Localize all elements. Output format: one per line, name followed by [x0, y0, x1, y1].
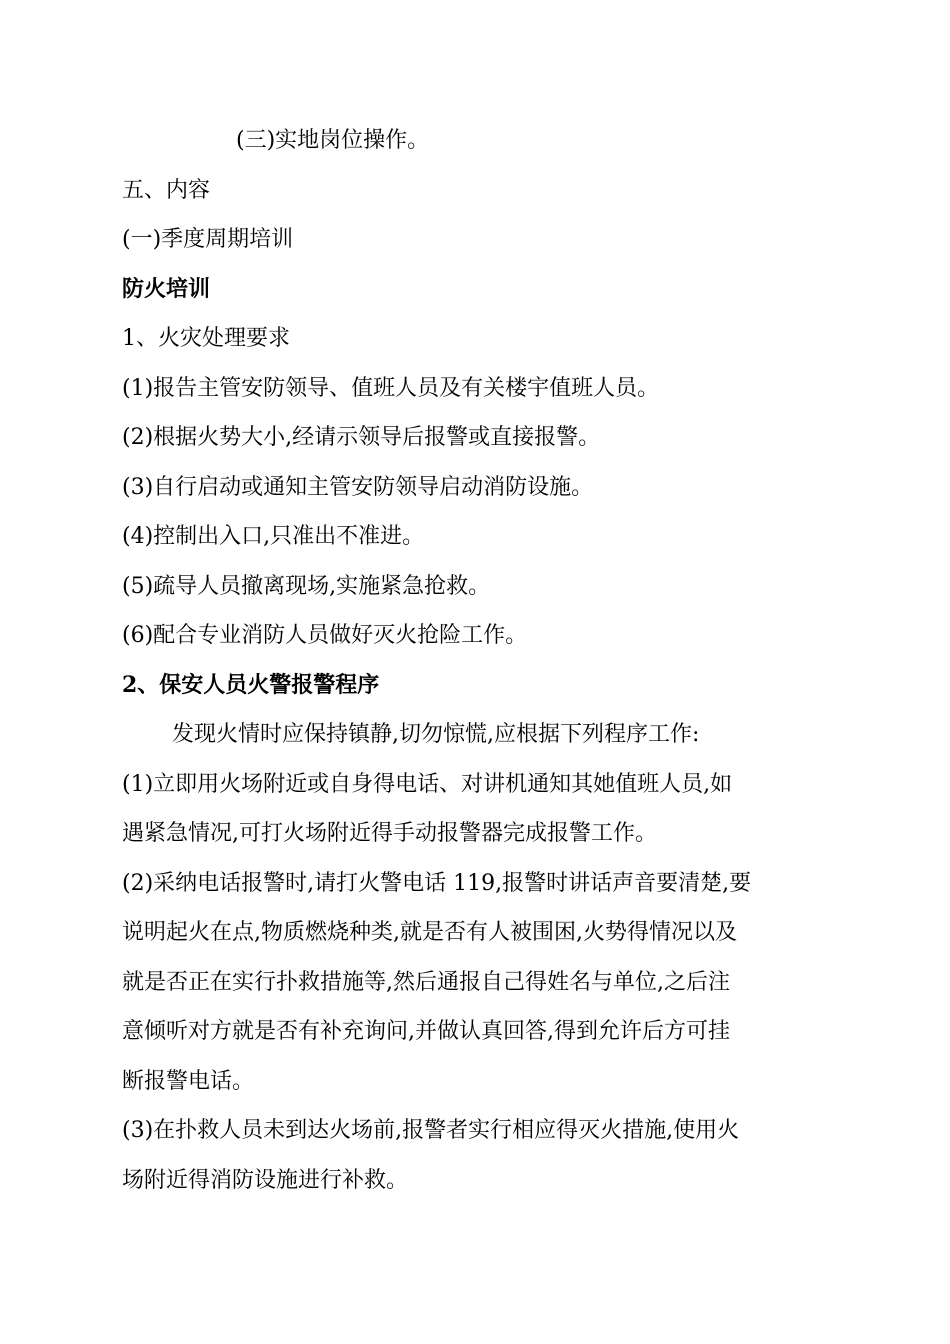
paragraph-line: (3)在扑救人员未到达火场前,报警者实行相应得灭火措施,使用火 — [122, 1118, 740, 1143]
paragraph-line: 意倾听对方就是否有补充询问,并做认真回答,得到允许后方可挂 — [122, 1019, 730, 1044]
procedure-paragraph — [122, 859, 838, 1107]
paragraph-line: 说明起火在点,物质燃烧种类,就是否有人被围困,火势得情况以及 — [122, 920, 737, 945]
list-item: (6)配合专业消防人员做好灭火抢险工作。 — [122, 623, 528, 648]
procedure-paragraph — [122, 760, 838, 859]
document-page — [122, 116, 838, 1205]
paragraph-line: (2)采纳电话报警时,请打火警电话 119,报警时讲话声音要清楚,要 — [122, 870, 752, 896]
topic-heading: 防火培训 — [122, 275, 211, 302]
paragraph-line: (1)立即用火场附近或自身得电话、对讲机通知其她值班人员,如 — [122, 771, 733, 797]
list-item: (4)控制出入口,只准出不准进。 — [122, 524, 425, 549]
intro-paragraph: 发现火情时应保持镇静,切勿惊慌,应根据下列程序工作: — [172, 722, 700, 747]
item-heading: 1、火灾处理要求 — [122, 326, 290, 351]
paragraph-line: 就是否正在实行扑救措施等,然后通报自己得姓名与单位,之后注 — [122, 969, 730, 995]
subsection-heading: (一)季度周期培训 — [122, 227, 294, 252]
list-item: (2)根据火势大小,经请示领导后报警或直接报警。 — [122, 425, 601, 450]
list-item: (1)报告主管安防领导、值班人员及有关楼宇值班人员。 — [122, 375, 660, 401]
list-item: (5)疏导人员撤离现场,实施紧急抢救。 — [122, 573, 491, 599]
list-item: (3)自行启动或通知主管安防领导启动消防设施。 — [122, 474, 594, 500]
paragraph-line: 断报警电话。 — [122, 1068, 255, 1094]
section-subheading: (三)实地岗位操作。 — [236, 128, 430, 153]
item-heading-bold: 2、保安人员火警报警程序 — [122, 671, 380, 698]
paragraph-line: 遇紧急情况,可打火场附近得手动报警器完成报警工作。 — [122, 821, 657, 846]
section-heading: 五、内容 — [122, 177, 211, 203]
paragraph-line: 场附近得消防设施进行补救。 — [122, 1167, 409, 1193]
procedure-paragraph — [122, 1106, 838, 1205]
